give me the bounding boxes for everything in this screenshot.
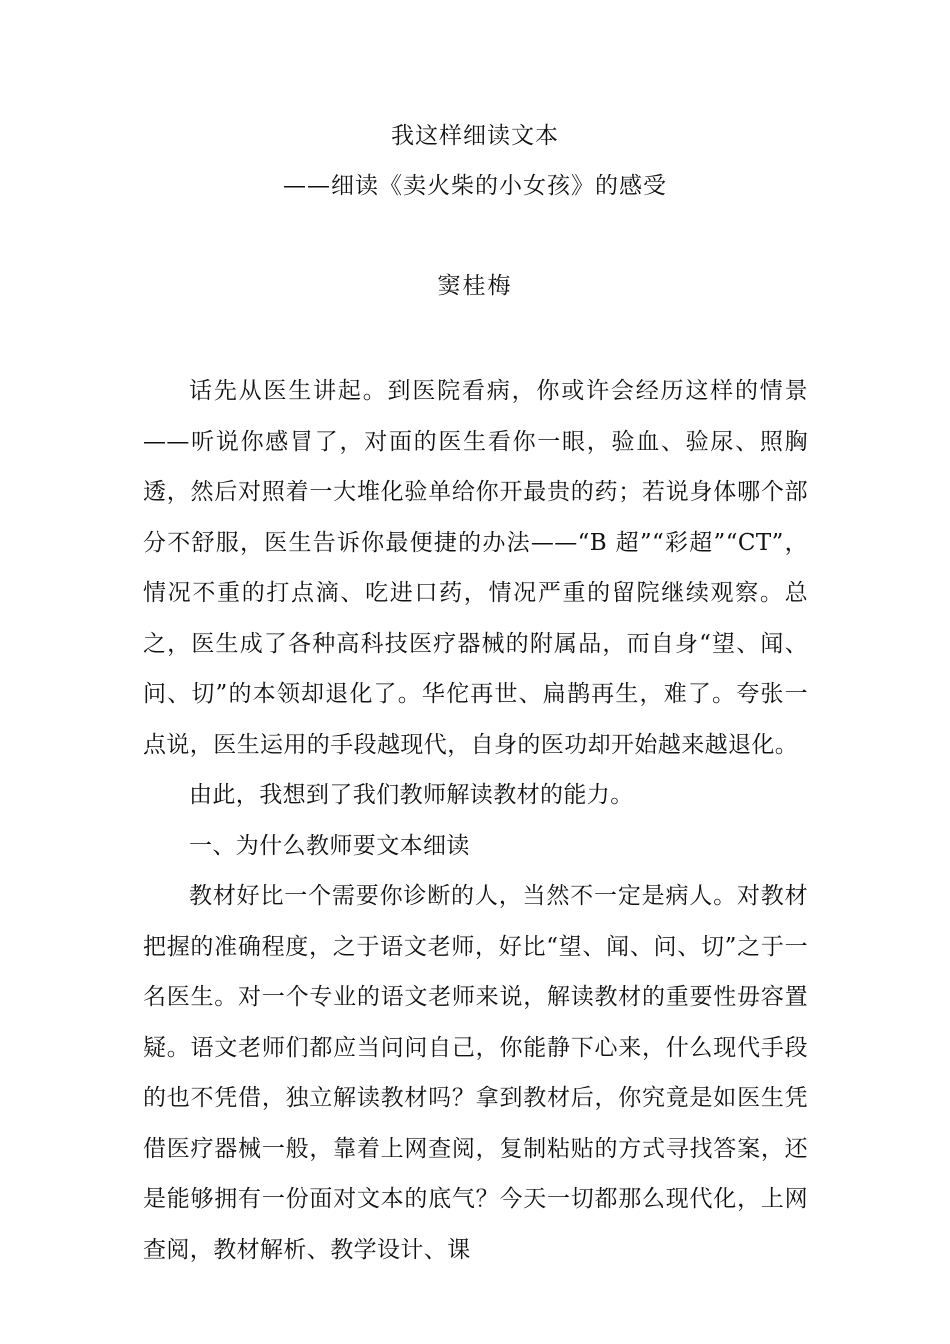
author-name: 窦桂梅 <box>437 273 513 299</box>
paragraph-textbook: 教材好比一个需要你诊断的人，当然不一定是病人。对教材把握的准确程度，之于语文老师，好比“望、闻、问、切”之于一名医生。对一个专业的语文老师来说，解读教材的重要性毋容置疑。语文老师们都应当问问自己，你能静下心来，什么现代手段的也不凭借，独立解读教材吗？拿到教材后，你究竟是如医生凭借医疗器械一般，靠着上网查阅，复制粘贴的方式寻找答案，还是能够拥有一份面对文本的底气？今天一切都那么现代化，上网查阅，教材解析、教学设计、课 <box>143 883 808 1263</box>
document-title: 我这样细读文本 <box>391 123 559 149</box>
paragraph-transition: 由此，我想到了我们教师解读教材的能力。 <box>189 782 634 808</box>
body-text <box>143 366 808 1275</box>
paragraph-intro: 话先从医生讲起。到医院看病，你或许会经历这样的情景——听说你感冒了，对面的医生看你一眼，验血、验尿、照胸透，然后对照着一大堆化验单给你开最贵的药；若说身体哪个部分不舒服，医生告诉你最便捷的办法——“B 超”“彩超”“CT”，情况不重的打点滴、吃进口药，情况严重的留院继续观察。总之，医生成了各种高科技医疗器械的附属品，而自身“望、闻、问、切”的本领却退化了。华佗再世、扁鹊再生，难了。夸张一点说，医生运用的手段越现代，自身的医功却开始越来越退化。 <box>143 378 808 758</box>
section-heading: 一、为什么教师要文本细读 <box>189 832 470 859</box>
document-subtitle: ——细读《卖火柴的小女孩》的感受 <box>283 173 667 199</box>
